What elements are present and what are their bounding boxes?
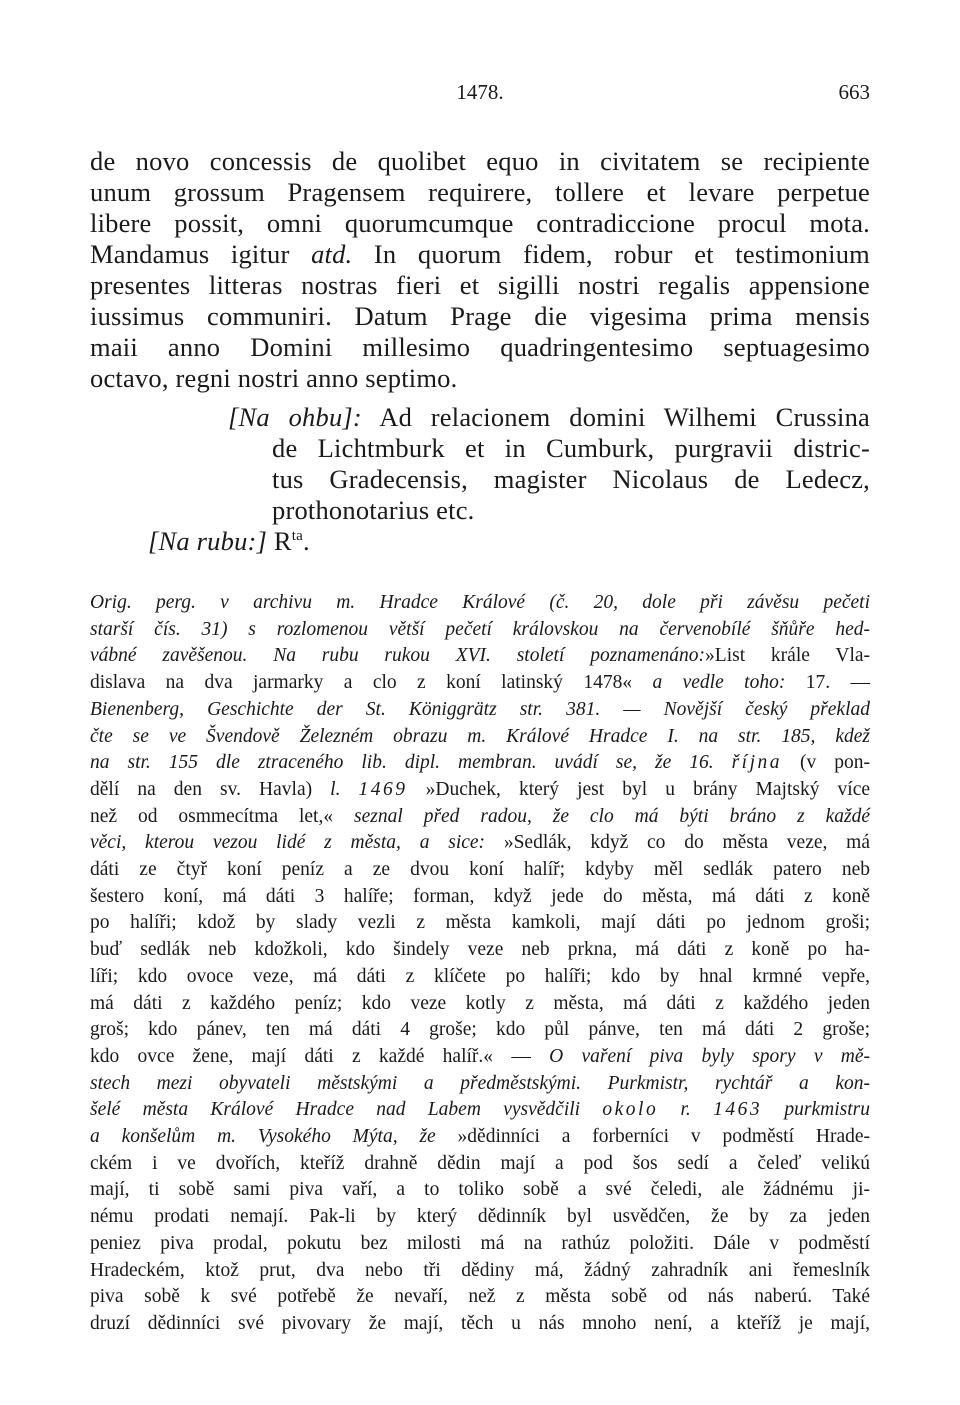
note-line (90, 752, 870, 774)
note-text-run: peniez piva prodal, pokutu bez milosti má na rathúz položiti. Dále v podměstí (90, 1232, 870, 1254)
endorsement-text: Ad relacionem domini Wilhemi Crussina (361, 402, 870, 432)
note-text-run: dáti ze čtyř koní peníz a ze dvou koní halíř; kdyby měl sedlák patero neb (90, 859, 870, 880)
note-text-run: dělí na den sv. Havla) (90, 778, 313, 800)
note-italic-run: purkmistru (762, 1099, 870, 1121)
note-italic-run: seznal před radou, že clo má býti bráno z každé (333, 805, 870, 827)
running-header (90, 80, 870, 110)
endorsement-line: tus Gradecensis, magister Nicolaus de Ledecz, (272, 464, 870, 494)
note-line (90, 699, 870, 721)
note-text-run: nému prodati nemají. Pak-li by který dědinník byl usvědčen, že by za jeden (90, 1206, 870, 1228)
note-line (90, 779, 870, 801)
note-line (90, 645, 870, 667)
note-line (90, 1313, 870, 1335)
note-line (90, 619, 870, 641)
note-text-run: buď sedlák neb kdožkoli, kdo šindely veze neb prkna, má dáti z koně po ha- (90, 939, 870, 961)
note-italic-run: čte se ve Švendově Železném obrazu m. Králové Hradce I. na str. 185, kdež (90, 725, 870, 747)
note-line (90, 832, 870, 854)
note-line (90, 726, 870, 748)
note-text-run: mají, ti sobě sami piva vaří, a to toliko sobě a své čeledi, ale žádnému ji- (90, 1179, 870, 1201)
note-line (90, 672, 870, 694)
endorsement-line: prothonotarius etc. (272, 495, 475, 525)
note-line (90, 1233, 870, 1255)
note-text-run: »Sedlák, když co do města veze, má (485, 832, 870, 854)
verso-end: . (303, 526, 310, 556)
note-text-run: kdo ovce žene, mají dáti z každé halíř.« — (90, 1045, 531, 1067)
verso-label: [Na rubu:] (148, 526, 268, 556)
note-italic-run: 1463 (713, 1099, 763, 1121)
note-line (90, 966, 870, 988)
charter-line: iussimus communiri. Datum Prage die vigesima prima mensis (90, 301, 870, 331)
note-line (90, 1073, 870, 1095)
verso-text: R (267, 526, 292, 556)
note-text-run: groš; kdo pánev, ten má dáti 4 groše; kdo půl pánve, ten má dáti 2 groše; (90, 1019, 870, 1041)
note-line (90, 886, 870, 908)
note-text-run: 17. — (785, 672, 871, 694)
charter-text-run: In quorum fidem, robur et testimonium (352, 239, 870, 269)
note-text-run: šestero koní, má dáti 3 halíře; forman, když jede do města, má dáti z koně (90, 885, 870, 907)
note-text-run: Hradeckém, ktož prut, dva nebo tři dědiny má, žádný zahradník ani řemeslník (90, 1259, 870, 1281)
note-italic-run: vábné zavěšenou. Na rubu rukou XVI. století poznamenáno: (90, 645, 706, 667)
note-italic-run: l. (312, 778, 359, 800)
charter-line: presentes litteras nostras fieri et sigilli nostri regalis appensione (90, 270, 870, 300)
note-italic-run: r. (658, 1099, 714, 1121)
note-italic-run: okolo (602, 1099, 659, 1121)
note-line (90, 912, 870, 934)
note-text-run: »List krále Vla- (705, 645, 871, 667)
note-line (90, 939, 870, 961)
note-text-run: líři; kdo ovoce veze, má dáti z klíčete po halíři; kdo by hnal krmné vepře, (90, 965, 870, 987)
fold-label: [Na ohbu]: (228, 402, 362, 432)
note-italic-run: října (731, 752, 783, 774)
charter-line: maii anno Domini millesimo quadringentesimo septuagesimo (90, 332, 870, 362)
note-italic-run: a vedle toho: (632, 672, 786, 694)
note-text-run: »dědinníci a forberníci v podměstí Hrade- (435, 1126, 870, 1147)
note-line (90, 1046, 870, 1068)
charter-text-run: Mandamus igitur (90, 239, 312, 269)
note-italic-run: šelé města Králové Hradce nad Labem vysvědčili (90, 1099, 603, 1121)
charter-line: libere possit, omni quorumcumque contradiccione procul mota. (90, 208, 870, 238)
charter-line: octavo, regni nostri anno septimo. (90, 363, 458, 393)
verso-note (148, 526, 548, 557)
note-line (90, 806, 870, 828)
running-header-year: 1478. (456, 80, 504, 104)
note-line (90, 859, 870, 881)
page-number: 663 (838, 80, 870, 104)
note-text-run: dislava na dva jarmarky a clo z koní latinský 1478« (90, 672, 633, 694)
note-text-run: piva sobě k své potřebě že nevaří, než z města sobě od nás naberú. Také (90, 1286, 870, 1308)
note-italic-run: O vaření piva byly spory v mě- (530, 1045, 871, 1067)
note-text-run: druzí dědinníci své pivovary že mají, těch u nás mnoho není, a kteříž je mají, (90, 1312, 870, 1334)
note-italic-run: stech mezi obyvateli městskými a předměstskými. Purkmistr, rychtář a kon- (90, 1072, 870, 1094)
note-text-run: má dáti z každého peníz; kdo veze kotly z města, má dáti z každého jeden (90, 992, 870, 1014)
note-line (90, 993, 870, 1015)
note-text-run: ckém i ve dvořích, kteříž drahně dědin mají a pod šos sedí a čeleď velikú (90, 1152, 870, 1174)
note-text-run: (v pon- (782, 752, 870, 774)
endorsement-line: de Lichtmburk et in Cumburk, purgravii distric- (272, 433, 870, 463)
note-line (90, 1153, 870, 1175)
endorsement-line (228, 402, 870, 433)
charter-line: de novo concessis de quolibet equo in civitatem se recipiente (90, 146, 870, 176)
note-italic-run: Orig. perg. v archivu m. Hradce Králové (č. 20, dole při závěsu pečeti (90, 592, 870, 613)
charter-line: unum grossum Pragensem requirere, tollere et levare perpetue (90, 177, 870, 207)
note-line (90, 1286, 870, 1308)
note-line (90, 1260, 870, 1282)
note-line (90, 1179, 870, 1201)
note-line (90, 1126, 870, 1148)
note-italic-run: 1469 (358, 778, 408, 800)
note-italic-run: a konšelům m. Vysokého Mýta, že (90, 1126, 436, 1147)
note-line (90, 1019, 870, 1041)
note-text-run: »Duchek, který jest byl u brány Majtský více (407, 778, 871, 800)
charter-abbreviation: atd. (311, 239, 353, 269)
note-italic-run: Bienenberg, Geschichte der St. Königgrätz str. 381. — Novější český překlad (90, 698, 870, 720)
note-text-run: než od osmmecítma let,« (90, 805, 334, 827)
verso-superscript: ta (291, 528, 304, 545)
note-text-run: po halíři; kdož by slady vezli z města kamkoli, mají dáti po jednom groši; (90, 912, 870, 934)
note-italic-run: na str. 155 dle ztraceného lib. dipl. membran. uvádí se, že 16. (90, 752, 732, 774)
note-italic-run: starší čís. 31) s rozlomenou větší pečetí královskou na červenobílé šňůře hed- (90, 618, 870, 640)
charter-line (90, 239, 870, 270)
note-italic-run: věci, kterou vezou lidé z města, a sice: (90, 832, 486, 854)
note-line (90, 1099, 870, 1121)
note-line (90, 1206, 870, 1228)
note-line (90, 592, 870, 614)
